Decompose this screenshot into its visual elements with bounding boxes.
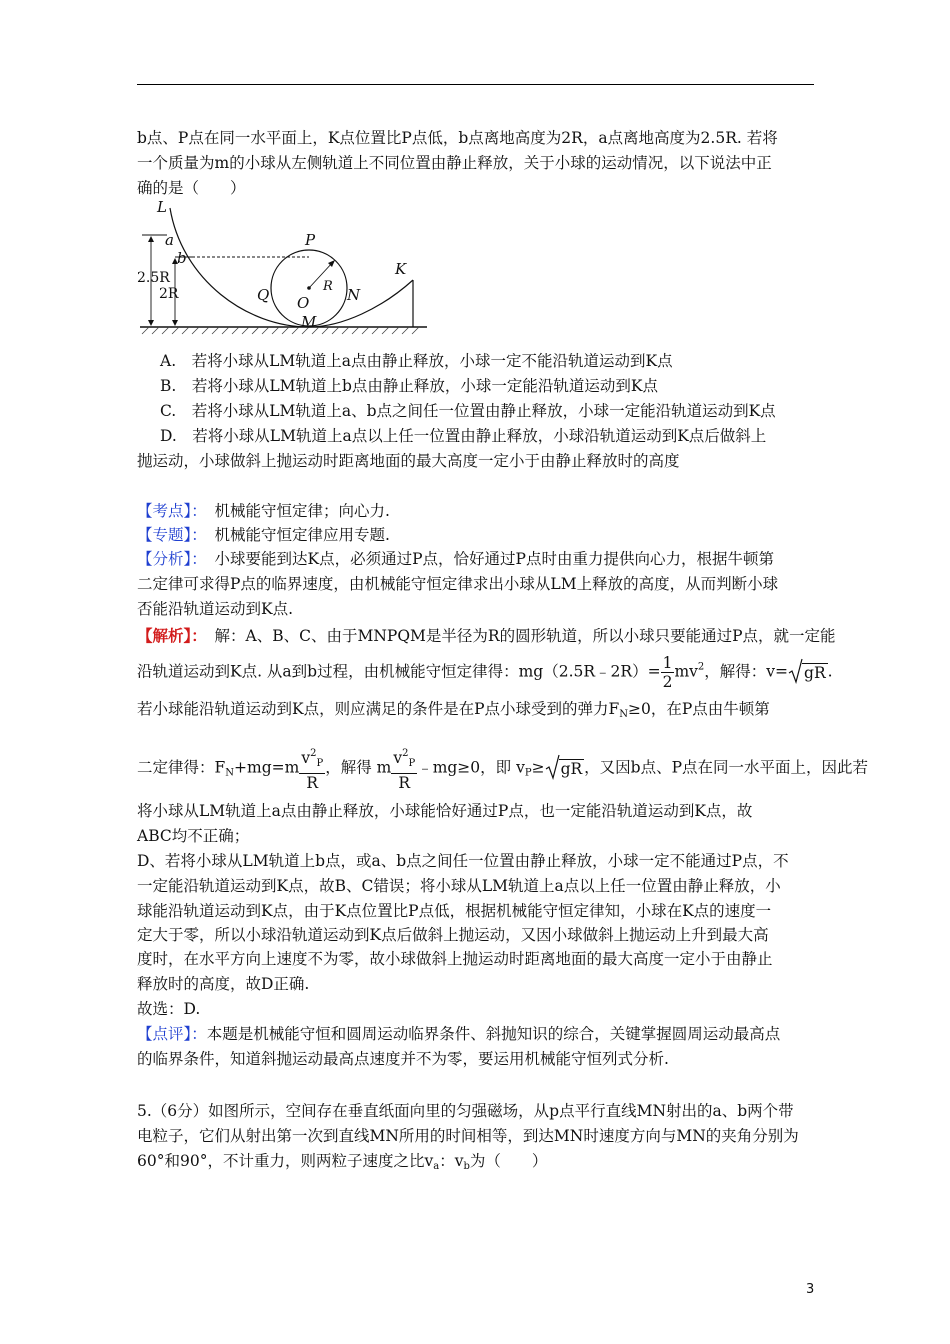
label-2R: 2R bbox=[159, 286, 179, 302]
dianping-tag: 【点评】： bbox=[137, 1025, 207, 1043]
label-a: a bbox=[165, 231, 174, 249]
label-2-5R: 2.5R bbox=[137, 270, 170, 286]
kaodian-line bbox=[137, 500, 390, 522]
label-M: M bbox=[301, 313, 317, 331]
kaodian-text: 机械能守恒定律；向心力. bbox=[199, 502, 390, 520]
fraction-half: $\frac{1}{2}$ bbox=[662, 654, 673, 691]
fenxi-text-1: 小球要能到达K点，必须通过P点，恰好通过P点时由重力提供向心力，根据牛顿第 bbox=[199, 550, 774, 568]
dianping-line-2: 的临界条件，知道斜抛运动最高点速度并不为零，要运用机械能守恒列式分析. bbox=[137, 1050, 669, 1068]
option-b: B. 若将小球从LM轨道上b点由静止释放，小球一定能沿轨道运动到K点 bbox=[160, 377, 658, 395]
q5-line-2: 电粒子，它们从射出第一次到直线MN所用的时间相等，到达MN时速度方向与MN的夹角分别为 bbox=[137, 1127, 799, 1145]
header-rule bbox=[137, 84, 814, 85]
jiexi-line-2: 沿轨道运动到K点. 从a到b过程，由机械能守恒定律得：mg（2.5R﹣2R）= $\frac{1}{2}$ $mv^2$，解得：v= gR . bbox=[137, 654, 833, 691]
option-a: A. 若将小球从LM轨道上a点由静止释放，小球一定不能沿轨道运动到K点 bbox=[160, 352, 673, 370]
jiexi-line-12: 释放时的高度，故D正确. bbox=[137, 975, 310, 993]
label-P: P bbox=[305, 231, 316, 249]
lm-track bbox=[170, 208, 309, 327]
fenxi-line-2: 二定律可求得P点的临界速度，由机械能守恒定律求出小球从LM上释放的高度，从而判断小球 bbox=[137, 575, 779, 593]
jiexi-line-5: 将小球从LM轨道上a点由静止释放，小球能恰好通过P点，也一定能沿轨道运动到K点，故 bbox=[137, 802, 753, 820]
track-figure bbox=[137, 200, 437, 335]
label-K: K bbox=[395, 260, 407, 278]
page-number: 3 bbox=[806, 1282, 815, 1297]
zhuanti-line bbox=[137, 524, 390, 546]
label-N: N bbox=[347, 286, 361, 304]
label-Q: Q bbox=[257, 286, 270, 304]
jiexi-tag: 【解析】： bbox=[137, 626, 200, 645]
sqrt-gR-1: gR bbox=[788, 662, 828, 684]
intro-line-3: 确的是（ ） bbox=[137, 179, 246, 197]
jiexi-line-8: 一定能沿轨道运动到K点，故B、C错误；将小球从LM轨道上a点以上任一位置由静止释放，小 bbox=[137, 877, 781, 895]
zhuanti-tag: 【专题】： bbox=[137, 526, 200, 544]
jiexi-line-10: 定大于零，所以小球沿轨道运动到K点后做斜上抛运动，又因小球做斜上抛运动上升到最大高 bbox=[137, 926, 769, 944]
jiexi-line-9: 球能沿轨道运动到K点，由于K点位置比P点低，根据机械能守恒定律知，小球在K点的速度一 bbox=[137, 902, 772, 920]
jiexi-line-7: D、若将小球从LM轨道上b点，或a、b点之间任一位置由静止释放，小球一定不能通过P点，不 bbox=[137, 852, 789, 870]
jiexi-answer: 故选：D. bbox=[137, 1000, 201, 1018]
fenxi-line-1 bbox=[137, 548, 774, 570]
fenxi-tag: 【分析】： bbox=[137, 550, 200, 568]
dianping-line-1: 【点评】：本题是机械能守恒和圆周运动临界条件、斜抛知识的综合，关键掌握圆周运动最高点 bbox=[137, 1025, 781, 1043]
zhuanti-text: 机械能守恒定律应用专题. bbox=[199, 526, 390, 544]
option-d-line-2: 抛运动，小球做斜上抛运动时距离地面的最大高度一定小于由静止释放时的高度 bbox=[137, 452, 680, 470]
label-R: R bbox=[323, 279, 333, 294]
q5-line-1: 5.（6分）如图所示，空间存在垂直纸面向里的匀强磁场，从p点平行直线MN射出的a、b两个带 bbox=[137, 1102, 794, 1120]
jiexi-text-2a: 沿轨道运动到K点. 从a到b过程，由机械能守恒定律得：mg（2.5R﹣2R）= bbox=[137, 662, 661, 681]
fraction-vp2-r-2: $\frac{v^2_P}{R}$ bbox=[391, 745, 417, 792]
jiexi-line-3: 若小球能沿轨道运动到K点，则应满足的条件是在P点小球受到的弹力$F_N\ge 0$，在P点由牛顿第 bbox=[137, 700, 770, 720]
ground-hatching bbox=[142, 327, 419, 334]
option-d-line-1: D. 若将小球从LM轨道上a点以上任一位置由静止释放，小球沿轨道运动到K点后做斜上 bbox=[160, 427, 767, 445]
intro-line-1: b点、P点在同一水平面上，K点位置比P点低，b点离地高度为2R，a点离地高度为2.5R. 若将 bbox=[137, 129, 778, 147]
q5-line-3: 60°和90°，不计重力，则两粒子速度之比$v_a$：$v_b$为（ ） bbox=[137, 1152, 548, 1172]
sqrt-gR-2: gR bbox=[545, 758, 585, 780]
label-L: L bbox=[157, 200, 167, 216]
kaodian-tag: 【考点】： bbox=[137, 502, 200, 520]
jiexi-line-1 bbox=[137, 625, 836, 647]
label-O: O bbox=[297, 294, 310, 312]
jiexi-line-6: ABC均不正确； bbox=[137, 827, 250, 845]
label-b: b bbox=[177, 249, 187, 267]
jiexi-line-4: 二定律得：$F_N+mg=m$ $\frac{v^2_P}{R}$ ，解得 m $\frac{v^2_P}{R}$ ﹣mg≥0，即 $v_P\ge$ gR ，又因b点、P点在同一水平面上，因此若 bbox=[137, 745, 868, 792]
option-c: C. 若将小球从LM轨道上a、b点之间任一位置由静止释放，小球一定能沿轨道运动到K点 bbox=[160, 402, 776, 420]
fenxi-line-3: 否能沿轨道运动到K点. bbox=[137, 600, 294, 618]
fraction-vp2-r: $\frac{v^2_P}{R}$ bbox=[299, 745, 325, 792]
jiexi-text-1: 解：A、B、C、由于MNPQM是半径为R的圆形轨道，所以小球只要能通过P点，就一定能 bbox=[199, 627, 836, 645]
intro-line-2: 一个质量为m的小球从左侧轨道上不同位置由静止释放，关于小球的运动情况，以下说法中正 bbox=[137, 154, 772, 172]
jiexi-line-11: 度时，在水平方向上速度不为零，故小球做斜上抛运动时距离地面的最大高度一定小于由静止 bbox=[137, 950, 773, 968]
